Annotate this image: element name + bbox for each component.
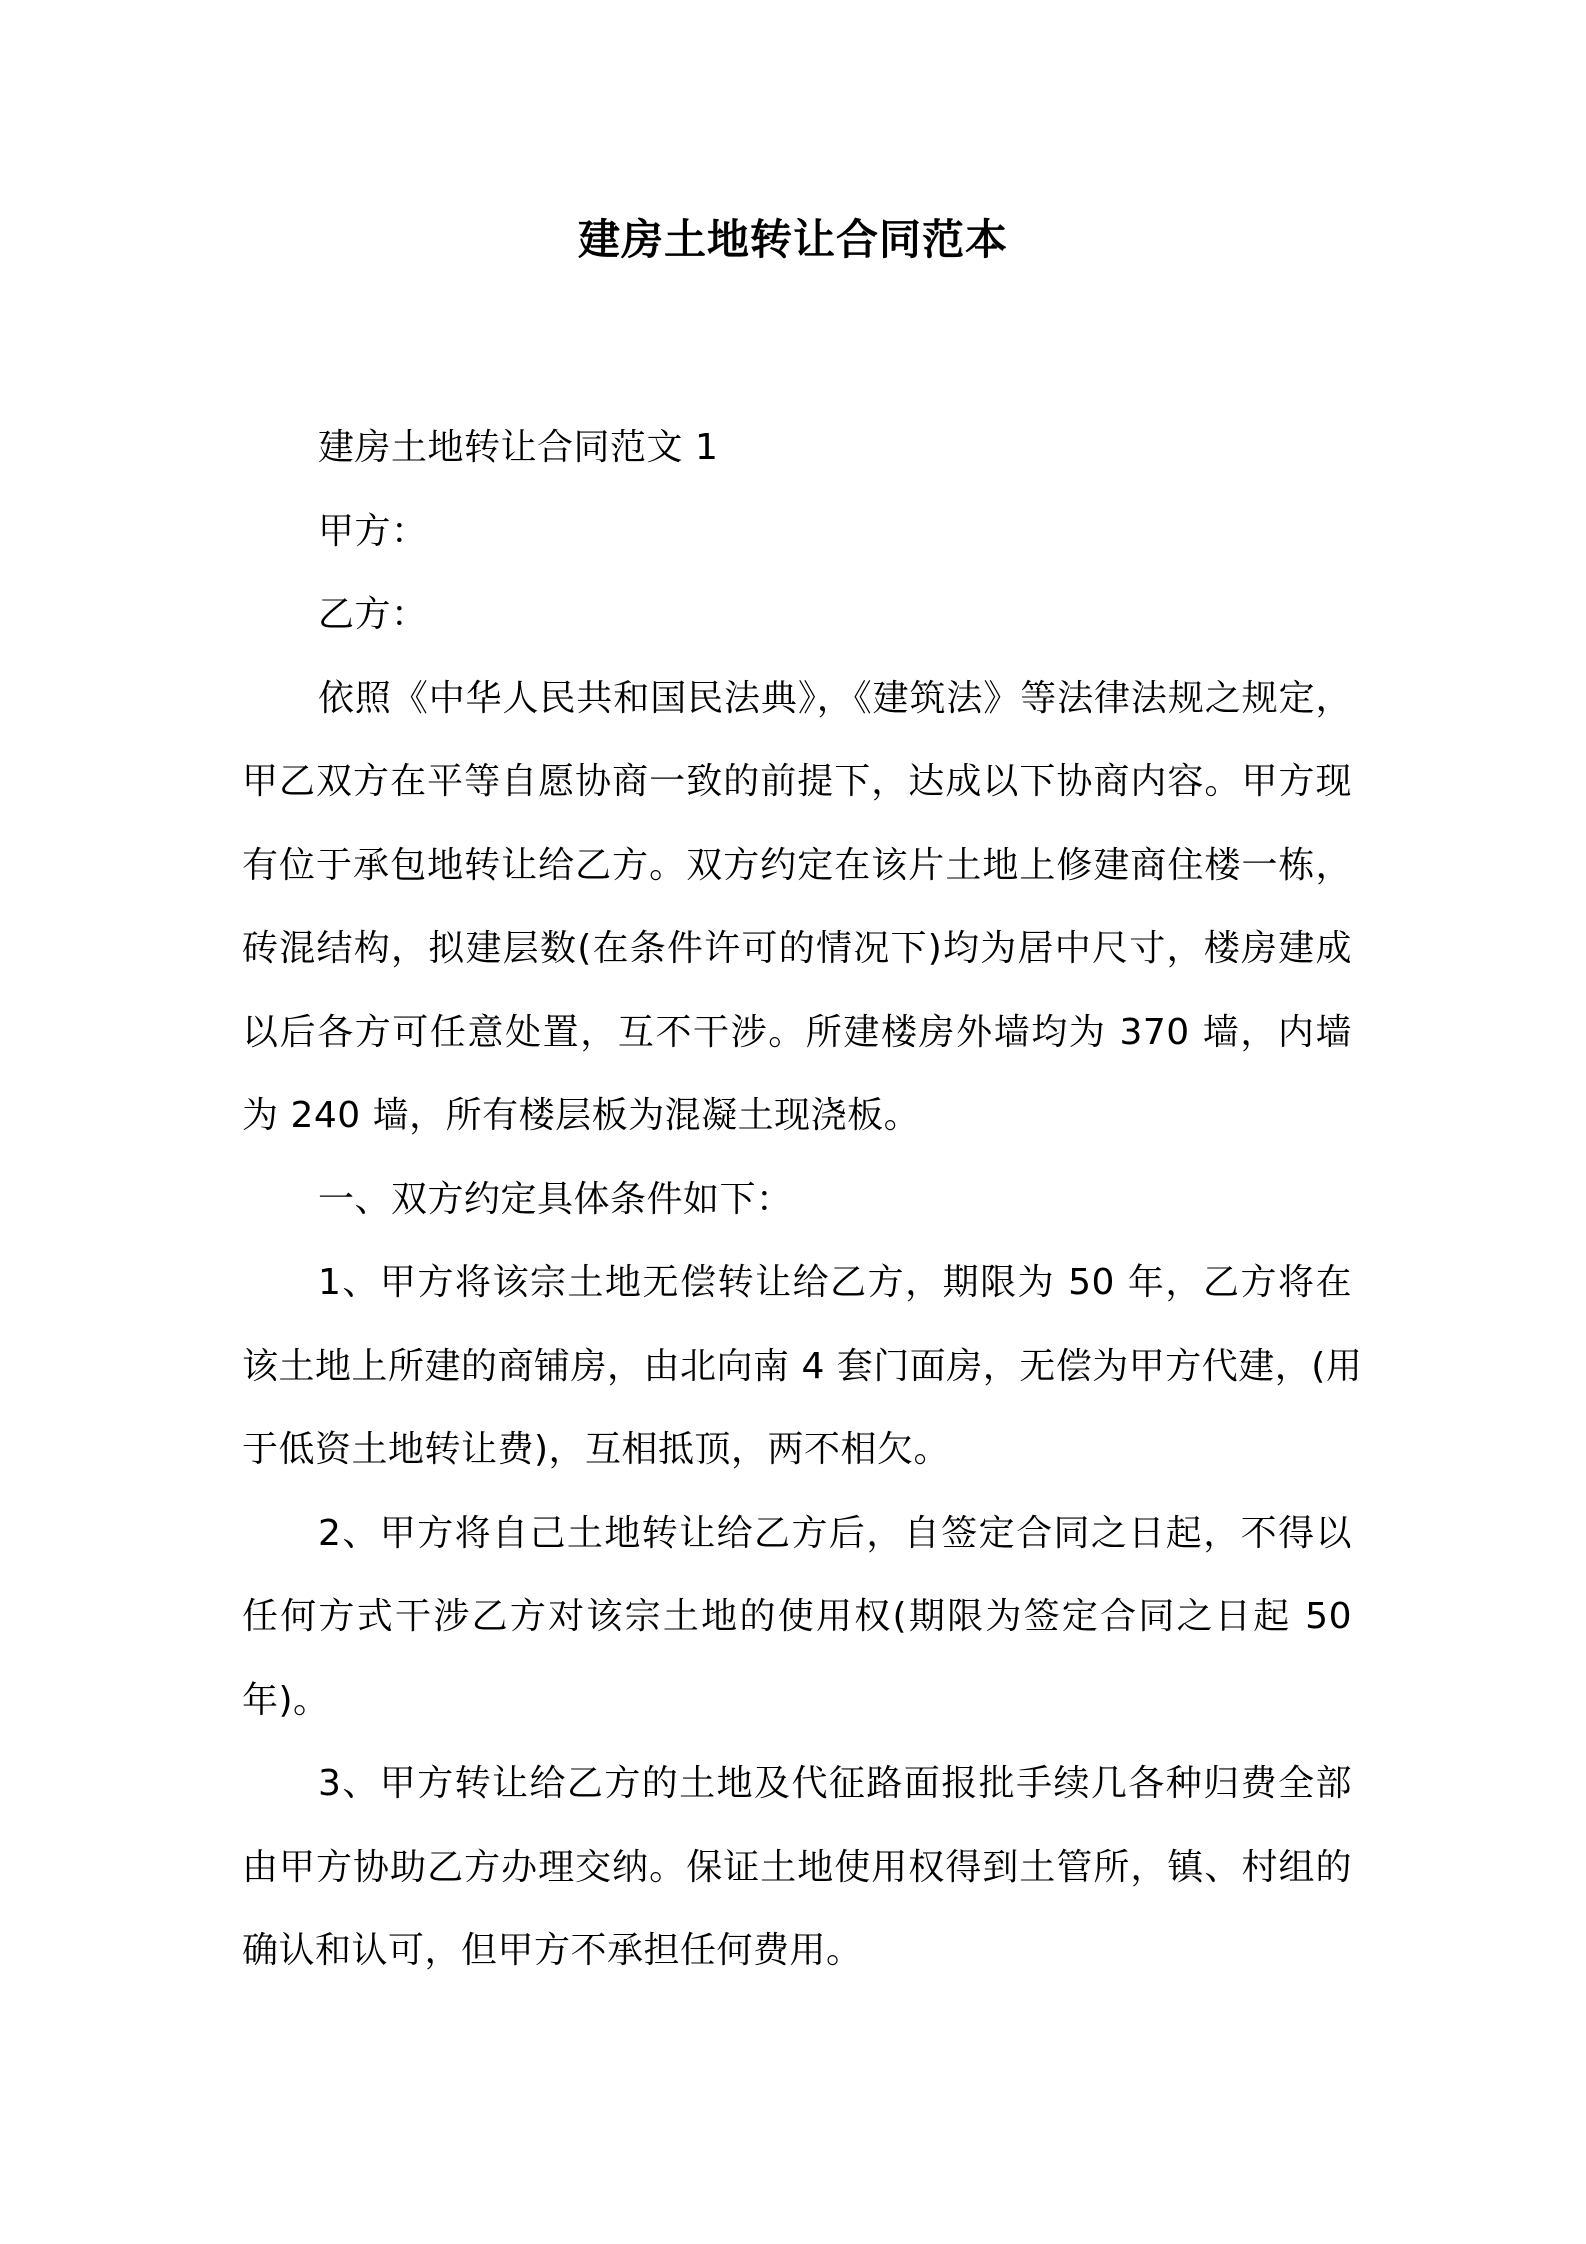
clause-1-line: 该土地上所建的商铺房，由北向南 4 套门面房，无偿为甲方代建，(用 (242, 1345, 1363, 1387)
paragraph-line: 为 240 墙，所有楼层板为混凝土现浇板。 (242, 1095, 921, 1136)
paragraph-line: 依照《中华人民共和国民法典》，《建筑法》等法律法规之规定， (318, 677, 1352, 719)
paragraph-line: 甲乙双方在平等自愿协商一致的前提下，达成以下协商内容。甲方现 (242, 761, 1352, 802)
clause-3-line: 3、甲方转让给乙方的土地及代征路面报批手续几各种归费全部 (318, 1763, 1352, 1804)
clause-3-line: 确认和认可，但甲方不承担任何费用。 (242, 1930, 863, 1971)
clause-2-line: 年)。 (242, 1679, 330, 1721)
clause-3-line: 由甲方协助乙方办理交纳。保证土地使用权得到土管所，镇、村组的 (242, 1846, 1352, 1888)
paragraph-line: 砖混结构，拟建层数(在条件许可的情况下)均为居中尺寸，楼房建成 (242, 928, 1352, 969)
clause-2-line: 任何方式干涉乙方对该宗土地的使用权(期限为签定合同之日起 50 (242, 1596, 1352, 1637)
paragraph-line: 有位于承包地转让给乙方。双方约定在该片土地上修建商住楼一栋， (242, 844, 1352, 886)
clause-1-line: 1、甲方将该宗土地无偿转让给乙方，期限为 50 年，乙方将在 (318, 1262, 1352, 1303)
paragraph-line: 以后各方可任意处置，互不干涉。所建楼房外墙均为 370 墙，内墙 (242, 1011, 1352, 1053)
section-heading: 建房土地转让合同范文 1 (318, 427, 719, 468)
party-a-label: 甲方： (318, 510, 428, 552)
party-b-label: 乙方： (318, 594, 428, 635)
document-body (242, 406, 1363, 1993)
clause-1-line: 于低资土地转让费)，互相抵顶，两不相欠。 (242, 1429, 951, 1470)
clause-2-line: 2、甲方将自己土地转让给乙方后，自签定合同之日起，不得以 (318, 1512, 1352, 1554)
clause-heading: 一、双方约定具体条件如下： (318, 1178, 793, 1220)
document-title: 建房土地转让合同范本 (577, 215, 1008, 264)
